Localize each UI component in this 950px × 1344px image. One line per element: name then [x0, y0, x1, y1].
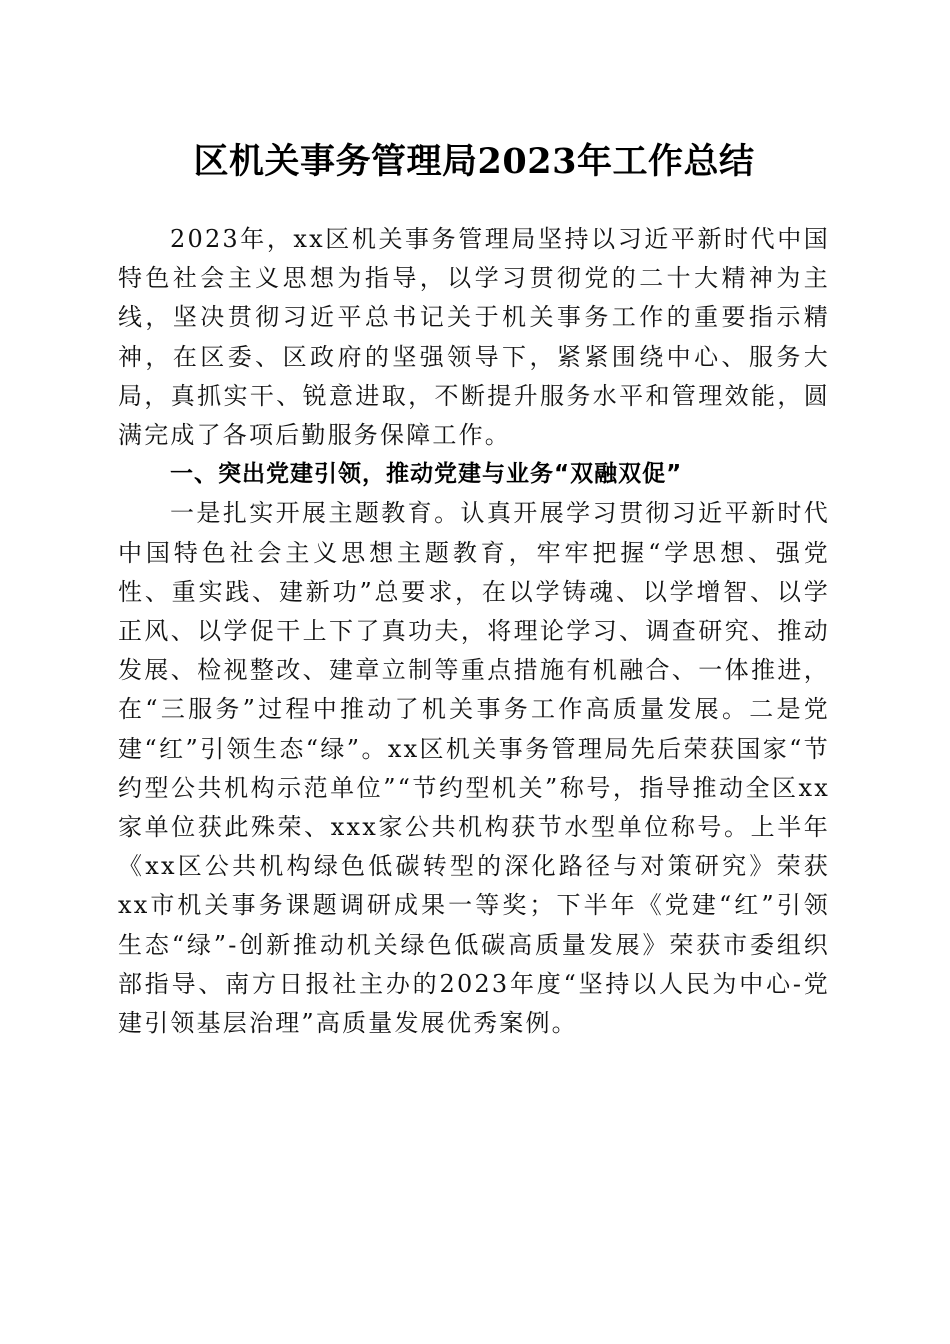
- document-body: [118, 220, 830, 1043]
- document-title: 区机关事务管理局2023年工作总结: [193, 141, 755, 182]
- section-heading-1: 一、突出党建引领，推动党建与业务“双融双促”: [170, 461, 683, 488]
- intro-paragraph: 2023年，xx区机关事务管理局坚持以习近平新时代中国特色社会主义思想为指导，以学习贯彻党的二十大精神为主线，坚决贯彻习近平总书记关于机关事务工作的重要指示精神，在区委、区政府的坚强领导下，紧紧围绕中心、服务大局，真抓实干、锐意进取，不断提升服务水平和管理效能，圆满完成了各项后勤服务保障工作。: [118, 225, 830, 450]
- section-1-paragraph: 一是扎实开展主题教育。认真开展学习贯彻习近平新时代中国特色社会主义思想主题教育，牢牢把握“学思想、强党性、重实践、建新功”总要求，在以学铸魂、以学增智、以学正风、以学促干上下了真功夫，将理论学习、调查研究、推动发展、检视整改、建章立制等重点措施有机融合、一体推进，在“三服务”过程中推动了机关事务工作高质量发展。二是党建“红”引领生态“绿”。xx区机关事务管理局先后荣获国家“节约型公共机构示范单位”“节约型机关”称号，指导推动全区xx家单位获此殊荣、xxx家公共机构获节水型单位称号。上半年《xx区公共机构绿色低碳转型的深化路径与对策研究》荣获xx市机关事务课题调研成果一等奖；下半年《党建“红”引领生态“绿”-创新推动机关绿色低碳高质量发展》荣获市委组织部指导、南方日报社主办的2023年度“坚持以人民为中心-党建引领基层治理”高质量发展优秀案例。: [118, 499, 830, 1038]
